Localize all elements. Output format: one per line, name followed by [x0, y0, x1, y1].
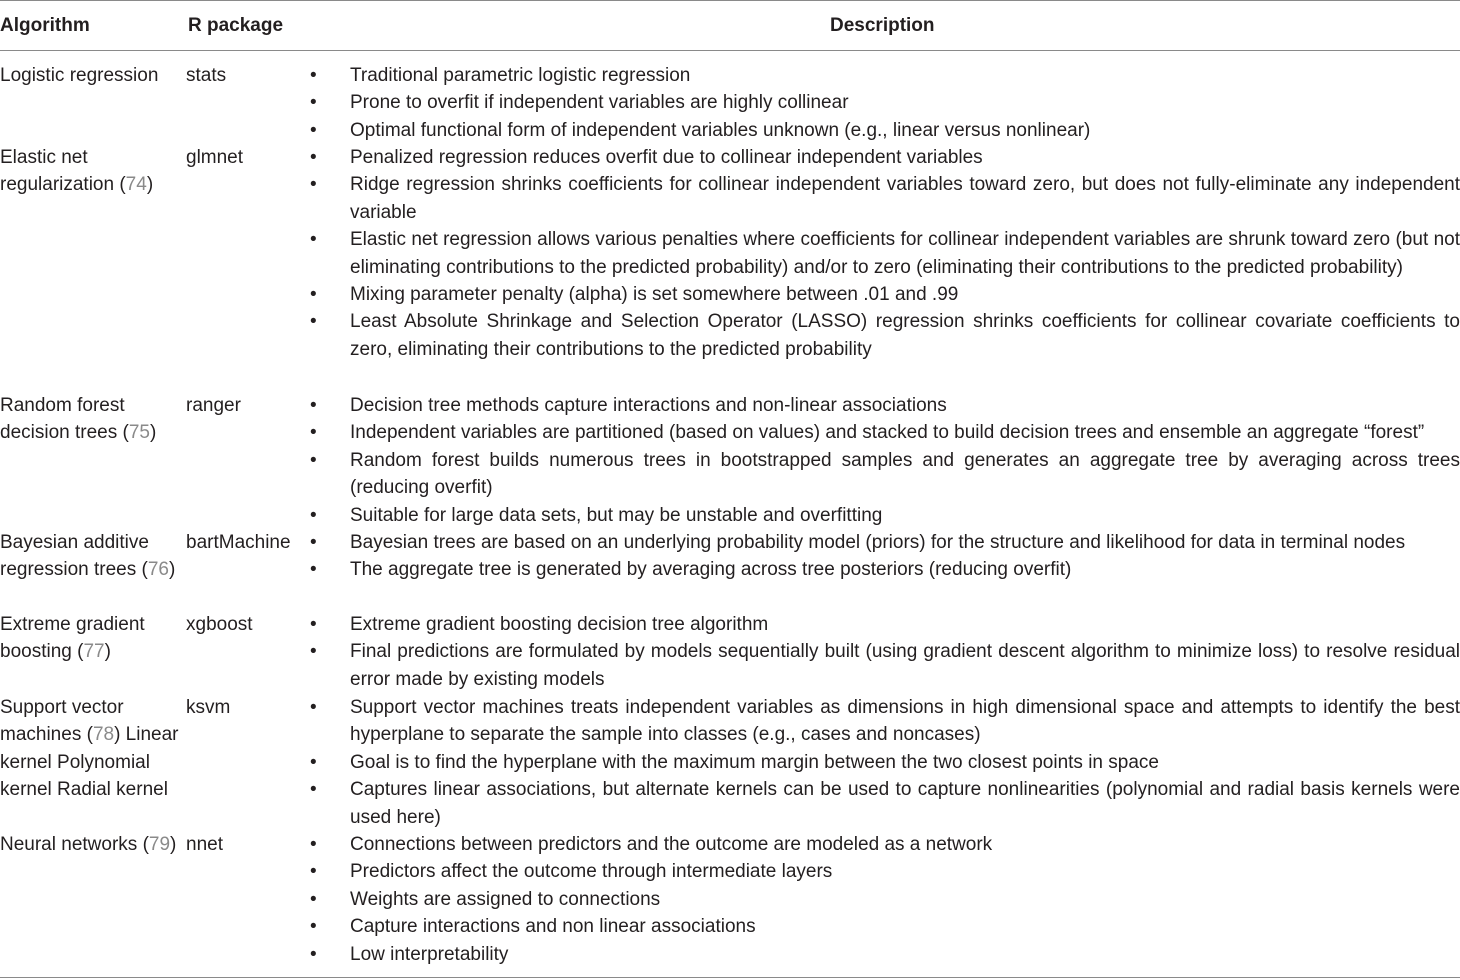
- r-package-cell: bartMachine: [186, 532, 291, 553]
- description-cell: [310, 392, 1460, 529]
- description-cell: [310, 144, 1460, 363]
- bullet-item: [310, 281, 1460, 308]
- bullet-item: [310, 144, 1460, 171]
- header-rule: [0, 50, 1460, 51]
- bullet-text: Traditional parametric logistic regression: [350, 65, 691, 86]
- bullet-text: Final predictions are formulated by models sequentially built (using gradient descent algorithm to minimize loss) to resolve residual error made by existing models: [350, 641, 1460, 690]
- bullet-icon: •: [310, 532, 317, 553]
- bullet-icon: •: [310, 229, 317, 251]
- bullet-icon: •: [310, 916, 317, 938]
- bullet-text: Captures linear associations, but alternate kernels can be used to capture nonlinearities (polynomial and radial basis kernels were used here): [350, 779, 1460, 828]
- algorithm-cell: Extreme gradient boosting (77): [0, 614, 145, 663]
- bullet-text: Predictors affect the outcome through intermediate layers: [350, 861, 833, 883]
- bullet-text: Prone to overfit if independent variables are highly collinear: [350, 92, 849, 114]
- bullet-text: Suitable for large data sets, but may be unstable and overfitting: [350, 504, 883, 526]
- bullet-item: [310, 226, 1460, 281]
- algorithm-cell: Elastic net regularization (74): [0, 147, 154, 196]
- bullet-icon: •: [310, 422, 317, 444]
- bullet-item: [310, 529, 1460, 556]
- algorithm-cell: Random forest decision trees (75): [0, 395, 157, 444]
- r-package-cell: stats: [186, 65, 227, 86]
- bullet-icon: •: [310, 779, 317, 801]
- bullet-text: Bayesian trees are based on an underlying probability model (priors) for the structure and likelihood for data in terminal nodes: [350, 532, 1406, 553]
- reference-number: 79: [148, 834, 171, 855]
- algorithm-cell: Neural networks (79): [0, 834, 177, 855]
- algorithm-name: Extreme gradient boosting: [0, 614, 145, 663]
- description-cell: [310, 694, 1460, 831]
- description-cell: [310, 529, 1460, 584]
- bullet-icon: •: [310, 284, 317, 306]
- description-cell: [310, 62, 1460, 144]
- algorithm-name: Neural networks: [0, 834, 143, 855]
- bullet-text: Support vector machines treats independent variables as dimensions in high dimensional space and attempts to identify the best hyperplane to separate the sample into classes (e.g., cases and noncases): [350, 697, 1460, 746]
- bullet-icon: •: [310, 559, 317, 581]
- header-algorithm: Algorithm: [0, 15, 90, 36]
- bullet-item: [310, 694, 1460, 749]
- bullet-item: [310, 89, 1460, 116]
- bullet-text: Random forest builds numerous trees in bootstrapped samples and generates an aggregate tree by averaging across trees (reducing overfit): [350, 449, 1460, 499]
- r-package-cell: ksvm: [186, 697, 231, 718]
- bullet-item: [310, 419, 1460, 446]
- bullet-icon: •: [310, 119, 317, 141]
- bullet-item: [310, 447, 1460, 502]
- bullet-icon: •: [310, 395, 317, 416]
- bullet-text: Connections between predictors and the outcome are modeled as a network: [350, 834, 993, 855]
- bullet-text: Least Absolute Shrinkage and Selection Operator (LASSO) regression shrinks coefficients for collinear covariate coefficients to zero, eliminating their contributions to the predicted probability: [350, 311, 1460, 360]
- algorithm-subitems: Linear kernel Polynomial kernel Radial kernel: [0, 724, 179, 801]
- bullet-item: [310, 502, 1460, 529]
- r-package-cell: glmnet: [186, 147, 244, 168]
- algorithm-cell: Support vector machines (78) Linear kernel Polynomial kernel Radial kernel: [0, 697, 179, 801]
- top-rule: [0, 0, 1460, 1]
- reference-number: 77: [83, 641, 105, 663]
- bullet-icon: •: [310, 504, 317, 526]
- bullet-icon: •: [310, 834, 317, 855]
- bullet-icon: •: [310, 861, 317, 883]
- bottom-rule: [0, 977, 1460, 978]
- bullet-text: Mixing parameter penalty (alpha) is set somewhere between .01 and .99: [350, 284, 959, 306]
- bullet-icon: •: [310, 449, 317, 471]
- bullet-item: [310, 308, 1460, 363]
- bullet-icon: •: [310, 751, 317, 773]
- bullet-icon: •: [310, 174, 317, 196]
- bullet-text: Optimal functional form of independent variables unknown (e.g., linear versus nonlinear): [350, 119, 1091, 141]
- r-package-cell: ranger: [186, 395, 241, 416]
- reference-number: 78: [92, 724, 115, 746]
- bullet-item: [310, 858, 1460, 885]
- bullet-icon: •: [310, 888, 317, 910]
- bullet-text: Elastic net regression allows various penalties where coefficients for collinear independent variables are shrunk toward zero (but not eliminating contributions to the predicted probability) and/or to zero (eliminating their contributions to the predicted probability): [350, 229, 1460, 278]
- bullet-item: [310, 171, 1460, 226]
- description-cell: [310, 611, 1460, 693]
- bullet-text: Low interpretability: [350, 943, 509, 965]
- r-package-cell: xgboost: [186, 614, 253, 635]
- bullet-text: Independent variables are partitioned (based on values) and stacked to build decision trees and ensemble an aggregate “forest”: [350, 422, 1425, 444]
- bullet-text: Decision tree methods capture interactions and non-linear associations: [350, 395, 947, 416]
- algorithm-cell: [0, 62, 180, 89]
- bullet-icon: •: [310, 65, 317, 86]
- algorithm-name: Logistic regression: [0, 65, 159, 86]
- bullet-icon: •: [310, 311, 317, 333]
- reference-number: 75: [128, 422, 150, 444]
- algorithm-name: Elastic net regularization: [0, 147, 120, 196]
- algorithm-cell: Bayesian additive regression trees (76): [0, 532, 176, 581]
- bullet-item: [310, 886, 1460, 913]
- bullet-text: Ridge regression shrinks coefficients for collinear independent variables toward zero, but does not fully-eliminate any independent variable: [350, 174, 1460, 223]
- bullet-item: [310, 831, 1460, 858]
- bullet-item: [310, 638, 1460, 693]
- bullet-text: Penalized regression reduces overfit due to collinear independent variables: [350, 147, 983, 168]
- algorithm-name: Support vector machines: [0, 697, 124, 746]
- bullet-item: [310, 749, 1460, 776]
- bullet-text: Extreme gradient boosting decision tree algorithm: [350, 614, 769, 635]
- bullet-item: [310, 611, 1460, 638]
- bullet-item: [310, 62, 1460, 89]
- algorithm-name: Random forest decision trees: [0, 395, 125, 444]
- bullet-icon: •: [310, 92, 317, 114]
- header-description: Description: [830, 15, 935, 36]
- bullet-icon: •: [310, 697, 317, 718]
- bullet-icon: •: [310, 614, 317, 635]
- bullet-item: [310, 941, 1460, 968]
- bullet-item: [310, 776, 1460, 831]
- bullet-icon: •: [310, 147, 317, 168]
- bullet-icon: •: [310, 943, 317, 965]
- reference-number: 74: [125, 174, 147, 196]
- header-r-package: R package: [188, 15, 284, 36]
- bullet-icon: •: [310, 641, 317, 663]
- bullet-text: Weights are assigned to connections: [350, 888, 661, 910]
- bullet-text: Goal is to find the hyperplane with the maximum margin between the two closest points in space: [350, 751, 1159, 773]
- bullet-item: [310, 556, 1460, 583]
- bullet-item: [310, 913, 1460, 940]
- description-cell: [310, 831, 1460, 968]
- reference-number: 76: [147, 559, 169, 581]
- bullet-text: Capture interactions and non linear associations: [350, 916, 756, 938]
- bullet-text: The aggregate tree is generated by averaging across tree posteriors (reducing overfit): [350, 559, 1072, 581]
- algorithm-name: Bayesian additive regression trees: [0, 532, 149, 581]
- bullet-item: [310, 392, 1460, 419]
- r-package-cell: nnet: [186, 834, 223, 855]
- bullet-item: [310, 117, 1460, 144]
